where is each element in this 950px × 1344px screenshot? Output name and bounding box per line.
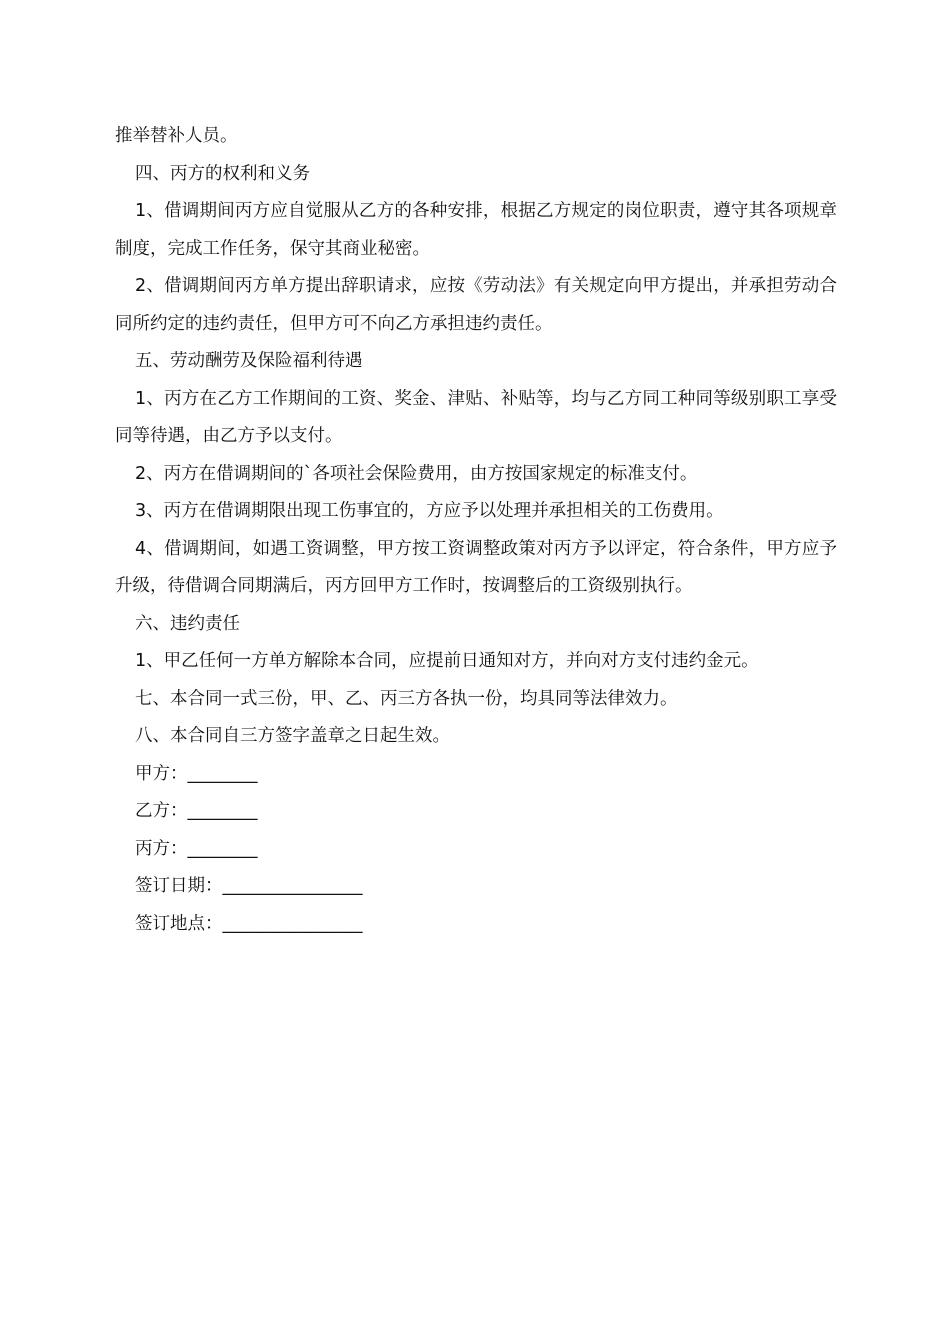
signing-location: 签订地点：________________ xyxy=(135,913,363,934)
section-heading-5: 五、劳动酬劳及保险福利待遇 xyxy=(135,351,363,371)
section-8: 八、本合同自三方签字盖章之日起生效。 xyxy=(135,726,450,746)
signature-party-b: 乙方：________ xyxy=(135,801,258,821)
paragraph-continuation: 推举替补人员。 xyxy=(115,126,238,146)
clause-4-2: 2、借调期间丙方单方提出辞职请求，应按《劳动法》有关规定向甲方提出，并承担劳动合同所约定的违约责任，但甲方可不向乙方承担违约责任。 xyxy=(115,276,837,334)
clause-5-2: 2、丙方在借调期间的`各项社会保险费用，由方按国家规定的标准支付。 xyxy=(135,463,698,484)
signing-date: 签订日期：________________ xyxy=(135,876,363,896)
clause-5-4: 4、借调期间，如遇工资调整，甲方按工资调整政策对丙方予以评定，符合条件，甲方应予升级，待借调合同期满后，丙方回甲方工作时，按调整后的工资级别执行。 xyxy=(115,538,837,596)
clause-5-1: 1、丙方在乙方工作期间的工资、奖金、津贴、补贴等，均与乙方同工种同等级别职工享受同等待遇，由乙方予以支付。 xyxy=(115,388,837,446)
clause-6-1: 1、甲乙任何一方单方解除本合同，应提前日通知对方，并向对方支付违约金元。 xyxy=(135,651,759,671)
document-body xyxy=(115,118,837,943)
signature-party-c: 丙方：________ xyxy=(135,838,258,859)
section-heading-6: 六、违约责任 xyxy=(135,613,240,634)
section-7: 七、本合同一式三份，甲、乙、丙三方各执一份，均具同等法律效力。 xyxy=(135,688,678,709)
clause-4-1: 1、借调期间丙方应自觉服从乙方的各种安排，根据乙方规定的岗位职责，遵守其各项规章制度，完成工作任务，保守其商业秘密。 xyxy=(115,201,837,259)
signature-party-a: 甲方：________ xyxy=(135,763,258,784)
section-heading-4: 四、丙方的权利和义务 xyxy=(135,163,310,184)
clause-5-3: 3、丙方在借调期限出现工伤事宜的，方应予以处理并承担相关的工伤费用。 xyxy=(135,501,724,521)
